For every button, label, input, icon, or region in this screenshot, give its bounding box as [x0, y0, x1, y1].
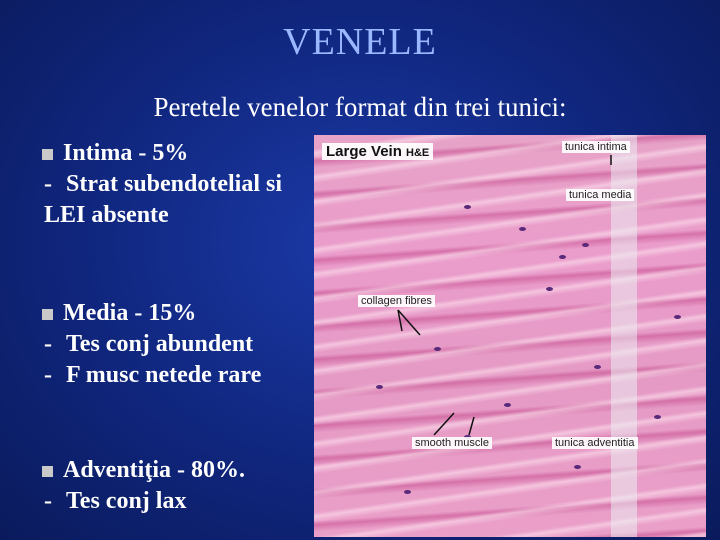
label-tunica-media: tunica media — [566, 189, 634, 201]
label-tunica-adventitia: tunica adventitia — [552, 437, 638, 449]
adventitia-item-1: Tes conj lax — [66, 488, 187, 514]
slide-subtitle: Peretele venelor format din trei tunici: — [153, 92, 567, 122]
label-smooth-muscle: smooth muscle — [412, 437, 492, 449]
large-vein-micrograph — [314, 135, 706, 537]
label-tunica-intima: tunica intima — [562, 141, 630, 153]
square-bullet-icon — [42, 466, 53, 477]
intima-heading: Intima - 5% — [63, 140, 189, 166]
dash-marker: - — [44, 171, 52, 197]
media-item-2-line — [44, 360, 261, 391]
annotation-pointers — [314, 135, 706, 537]
square-bullet-icon — [42, 149, 53, 160]
intima-text-1: Strat subendotelial si — [66, 171, 283, 197]
media-item-2: F musc netede rare — [66, 362, 262, 388]
section-media — [44, 298, 261, 391]
label-collagen-fibres: collagen fibres — [358, 295, 435, 307]
adventitia-heading: Adventiţia - 80%. — [63, 457, 245, 483]
section-intima — [44, 138, 282, 231]
media-heading-line — [44, 298, 261, 329]
section-adventitia — [44, 455, 245, 517]
intima-heading-line — [44, 138, 282, 169]
media-item-1-line — [44, 329, 261, 360]
slide-title: VENELE — [283, 21, 437, 63]
intima-line-1 — [44, 169, 282, 200]
square-bullet-icon — [42, 309, 53, 320]
adventitia-heading-line — [44, 455, 245, 486]
intima-line-2 — [44, 200, 282, 231]
media-heading: Media - 15% — [63, 300, 197, 326]
dash-marker: - — [44, 362, 52, 388]
micrograph-title: Large Vein H&E — [322, 143, 433, 160]
intima-text-2: LEI absente — [44, 202, 169, 228]
dash-marker: - — [44, 331, 52, 357]
dash-marker: - — [44, 488, 52, 514]
media-item-1: Tes conj abundent — [66, 331, 254, 357]
adventitia-item-1-line — [44, 486, 245, 517]
